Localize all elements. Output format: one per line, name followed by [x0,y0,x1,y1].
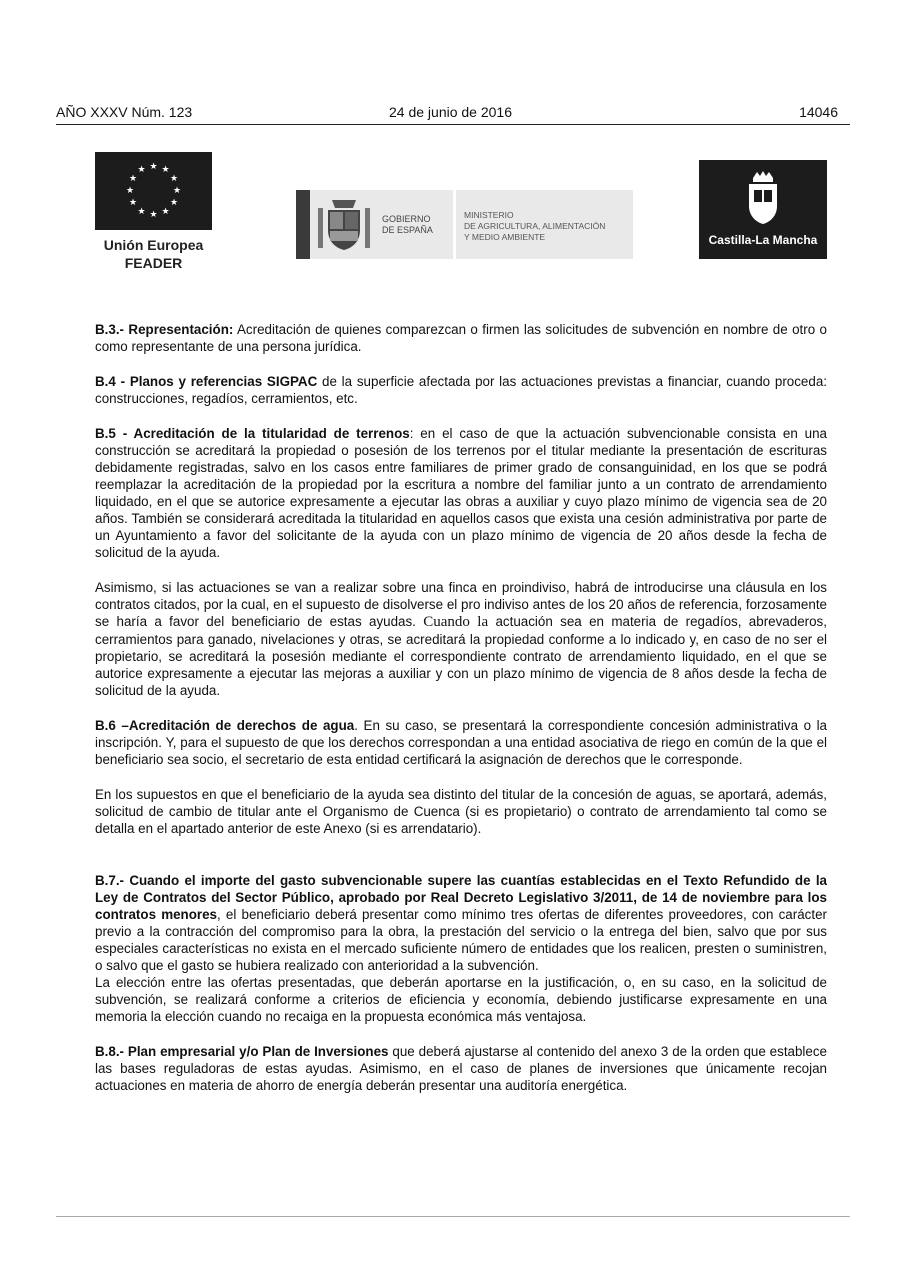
section-b6-title: B.6 –Acreditación de derechos de agua [95,718,355,733]
issue-date: 24 de junio de 2016 [389,104,512,120]
document-body [95,321,827,1094]
section-b8 [95,1043,827,1094]
svg-text:★: ★ [128,198,138,208]
gobierno-espana-logo [296,190,633,259]
svg-text:★: ★ [161,165,170,175]
issue-number: AÑO XXXV Núm. 123 [56,104,193,120]
castilla-la-mancha-logo [699,160,827,259]
section-b3-title: B.3.- Representación: [95,322,234,337]
gobierno-color-strip [296,190,310,259]
section-b5-p2-part1: Asimismo, si las actuaciones se van a realizar sobre una finca en proindiviso, habrá de introducirse una cláusula en los contratos citados, por la cual, en el supuesto de disolverse el pro indiviso antes de los 20 años de referencia, forzosamente se haría a favor del beneficiario de estas ayudas. [95,580,827,629]
gobierno-divider [453,190,456,259]
svg-text:★: ★ [169,174,179,184]
svg-text:★: ★ [125,186,135,196]
section-b5-title: B.5 - Acreditación de la titularidad de terrenos [95,426,410,441]
section-b6-paragraph-2: En los supuestos en que el beneficiario de la ayuda sea distinto del titular de la concesión de aguas, se aportará, además, solicitud de cambio de titular ante el Organismo de Cuenca (si es propietario) o contrato de arrendamiento tal como se detalla en el apartado anterior de este Anexo (si es arrendatario). [95,787,827,836]
clm-logo-text: Castilla-La Mancha [708,233,818,247]
page-number: 14046 [799,104,838,120]
ministerio-label [464,210,605,243]
section-b5-p2-part2: Cuando la [423,614,489,630]
svg-text:★: ★ [161,207,170,217]
page-header [56,104,850,125]
gobierno-line1: GOBIERNO [382,214,431,224]
ministerio-line3: Y MEDIO AMBIENTE [464,232,546,242]
section-b3-text: Acreditación de quienes comparezcan o firmen las solicitudes de subvención en nombre de otro o como representante de una persona jurídica. [95,322,827,354]
svg-text:★: ★ [149,162,158,172]
section-b7-title: B.7.- Cuando el importe del gasto subvencionable supere las cuantías establecidas en el Texto Refundido de la Ley de Contratos del Sector Público, aprobado por Real Decreto Legislativo 3/2011, de 14 de noviembre para los contratos menores [95,873,827,922]
coat-of-arms-icon [314,194,374,255]
section-b4-text: de la superficie afectada por las actuaciones previstas a financiar, cuando proceda: construcciones, regadíos, cerramientos, etc. [95,374,827,406]
section-b7-text: , el beneficiario deberá presentar como mínimo tres ofertas de diferentes proveedores, con carácter previo a la contracción del compromiso para la obra, la prestación del servicio o la entrega del bien, salvo que por sus especiales características no exista en el mercado suficiente número de entidades que los realicen, presten o suministren, o salvo que el gasto se hubiera realizado con anterioridad a la subvención. [95,907,827,973]
section-b4-title: B.4 - Planos y referencias SIGPAC [95,374,318,389]
eu-logo-caption [95,236,212,272]
svg-text:★: ★ [172,186,182,196]
svg-text:★: ★ [149,210,158,220]
section-b8-text: que deberá ajustarse al contenido del anexo 3 de la orden que establece las bases reguladoras de estas ayudas. Asimismo, en el caso de planes de inversiones que únicamente recojan actuaciones en materia de ahorro de energía deberán presentar una auditoría energética. [95,1044,828,1093]
ministerio-line1: MINISTERIO [464,210,514,220]
section-b5-p2-part3: actuación sea en materia de regadíos, abrevaderos, cerramientos para ganado, nivelaciones y otras, se acreditará la propiedad conforme a lo indicado y, en caso de no ser el propietario, se acreditará la posesión mediante el correspondiente contrato de arrendamiento liquidado, en el que se autorice expresamente a ejecutar las mejoras a auxiliar y con un plazo mínimo de vigencia de 8 años desde la fecha de solicitud de la ayuda. [95,614,827,698]
svg-text:★: ★ [169,198,179,208]
section-b7 [95,872,827,974]
section-b5 [95,425,827,561]
eu-logo-line1: Unión Europea [103,237,204,253]
gobierno-label [382,214,433,236]
section-b6-text: . En su caso, se presentará la correspondiente concesión administrativa o la inscripción. Y, para el supuesto de que los derechos correspondan a una entidad asociativa de riego en común de la que el beneficiario sea socio, el secretario de esta entidad certificará la asignación de derechos que le corresponde. [95,718,827,767]
eu-logo-line2: FEADER [124,255,183,271]
section-b6 [95,717,827,768]
section-b5-paragraph-2 [95,579,827,699]
section-b3 [95,321,827,355]
footer-divider [56,1216,850,1217]
svg-text:★: ★ [128,174,138,184]
gobierno-line2: DE ESPAÑA [382,225,433,235]
section-b4 [95,373,827,407]
eu-flag-logo [95,152,212,230]
section-b5-text: : en el caso de que la actuación subvencionable consista en una construcción se acreditará la propiedad o posesión de los terrenos por el titular mediante la presentación de escrituras debidamente registradas, salvo en los casos entre familiares de primer grado de consanguinidad, en los que se podrá reemplazar la acreditación de la propiedad por la escritura a nombre del familiar junto a un contrato de arrendamiento liquidado, en el que se autorice expresamente a ejecutar las obras a auxiliar y cuyo plazo mínimo de vigencia sea de 20 años. También se considerará acreditada la titularidad en aquellos casos que exista una cesión administrativa por parte de un Ayuntamiento a favor del solicitante de la ayuda con un plazo mínimo de vigencia de 20 años desde la fecha de solicitud de la ayuda. [95,426,827,560]
svg-text:★: ★ [137,165,146,175]
svg-text:★: ★ [137,207,146,217]
section-b8-title: B.8.- Plan empresarial y/o Plan de Inversiones [95,1044,389,1059]
section-b7-paragraph-2: La elección entre las ofertas presentadas, que deberán aportarse en la justificación, o, en su caso, en la solicitud de subvención, se realizará conforme a criterios de eficiencia y economía, debiendo justificarse expresamente en una memoria la elección cuando no recaiga en la propuesta económica más ventajosa. [95,975,827,1024]
ministerio-line2: DE AGRICULTURA, ALIMENTACIÓN [464,221,606,231]
clm-crest-icon [743,170,783,230]
